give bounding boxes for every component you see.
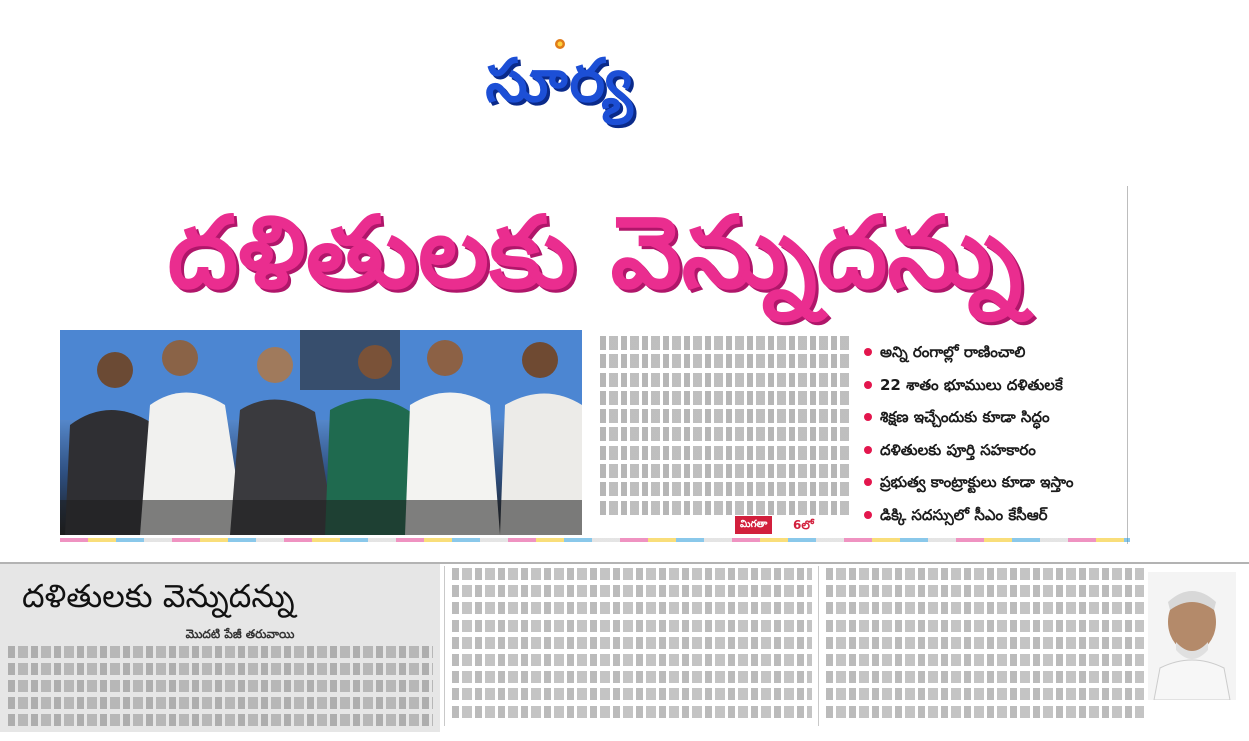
portrait-image [1148,572,1236,700]
highlight-item: అన్ని రంగాల్లో రాణించాలి [862,336,1132,369]
continuation-column-3 [826,568,1144,723]
text-line [826,671,1144,683]
text-line [600,427,852,441]
continued-tag: మిగతా [735,516,772,534]
bullet-icon [864,348,872,356]
column-divider [818,566,819,726]
text-line [826,637,1144,649]
text-line [452,620,812,632]
text-line [452,637,812,649]
masthead-title: సూర్య [485,46,635,116]
text-line [600,409,852,423]
text-line [826,585,1144,597]
news-photo [60,330,582,535]
text-line [826,602,1144,614]
text-line [8,646,433,658]
text-line [826,620,1144,632]
bullet-icon [864,478,872,486]
text-line [8,680,433,692]
photo-image [60,330,582,535]
text-line [8,714,433,726]
bullet-icon [864,446,872,454]
text-line [600,501,852,515]
text-line [452,671,812,683]
continued-page: 6లో [793,518,814,532]
masthead [455,32,665,120]
continuation-subtitle: మొదటి పేజీ తరువాయి [185,627,295,641]
text-line [826,568,1144,580]
text-line [8,663,433,675]
headline: దళితులకు వెన్నుదన్ను [167,194,1023,311]
highlight-item: దళితులకు పూర్తి సహకారం [862,434,1132,467]
text-line [600,373,852,387]
text-line [600,464,852,478]
highlight-item: ప్రభుత్వ కాంట్రాక్టులు కూడా ఇస్తాం [862,466,1132,499]
continuation-column-2 [452,568,812,723]
column-divider [444,566,445,726]
text-line [600,354,852,368]
bullet-icon [864,381,872,389]
bullet-icon [864,511,872,519]
highlight-item: 22 శాతం భూములు దళితులకే [862,369,1132,402]
text-line [600,446,852,460]
text-line [452,688,812,700]
text-line [600,336,852,350]
continuation-title: దళితులకు వెన్నుదన్ను [22,577,295,615]
text-line [452,568,812,580]
lead-article [600,336,852,536]
text-line [600,482,852,496]
bullet-icon [864,413,872,421]
continued-marker [735,516,845,534]
continuation-body [8,646,433,731]
text-line [600,391,852,405]
color-divider [60,538,1130,542]
portrait-photo [1148,572,1236,700]
continuation-story [0,564,440,732]
text-line [826,654,1144,666]
text-line [452,585,812,597]
highlights-list [862,336,1132,531]
text-line [452,706,812,718]
text-line [8,697,433,709]
highlight-item: శిక్షణ ఇచ్చేందుకు కూడా సిద్ధం [862,401,1132,434]
text-line [452,602,812,614]
text-line [826,706,1144,718]
text-line [452,654,812,666]
text-line [826,688,1144,700]
highlight-item: డిక్కి సదస్సులో సీఎం కేసీఆర్ [862,499,1132,532]
